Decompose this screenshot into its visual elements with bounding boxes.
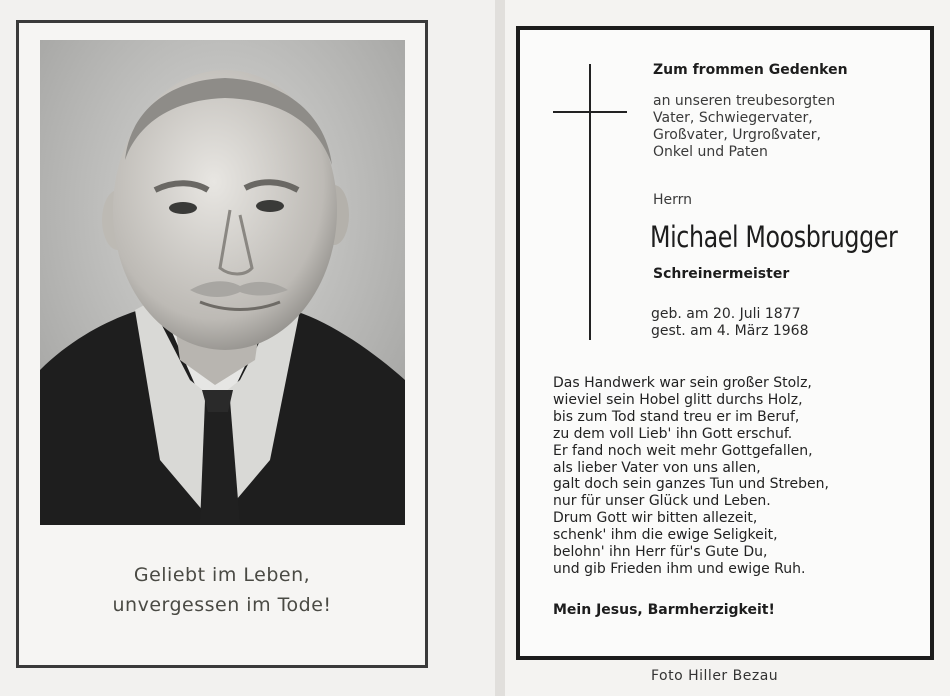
card-heading: Zum frommen Gedenken <box>653 62 848 78</box>
memorial-poem <box>553 375 829 578</box>
cross-icon-horizontal <box>553 111 627 113</box>
occupation: Schreinermeister <box>653 266 790 282</box>
poem-line: zu dem voll Lieb' ihn Gott erschuf. <box>553 425 793 442</box>
portrait-photo <box>40 40 405 525</box>
poem-line: bis zum Tod stand treu er im Beruf, <box>553 408 800 425</box>
relation-line-1: an unseren treubesorgten <box>653 93 836 109</box>
poem-line: belohn' ihn Herr für's Gute Du, <box>553 544 768 561</box>
photo-credit: Foto Hiller Bezau <box>651 668 779 684</box>
poem-line: nur für unser Glück und Leben. <box>553 493 771 510</box>
relation-line-3: Großvater, Urgroßvater, <box>653 127 821 143</box>
birth-date: geb. am 20. Juli 1877 <box>651 306 801 322</box>
death-date: gest. am 4. März 1968 <box>651 323 809 339</box>
poem-line: und gib Frieden ihm und ewige Ruh. <box>553 560 806 577</box>
life-dates <box>651 306 809 340</box>
cross-icon-vertical <box>589 64 591 340</box>
poem-line: Das Handwerk war sein großer Stolz, <box>553 375 812 391</box>
portrait-illustration <box>40 40 405 525</box>
poem-line: schenk' ihm die ewige Seligkeit, <box>553 527 778 544</box>
salutation: Herrn <box>653 192 693 208</box>
relation-line-2: Vater, Schwiegervater, <box>653 110 813 126</box>
poem-line: galt doch sein ganzes Tun und Streben, <box>553 476 829 493</box>
deceased-name: Michael Moosbrugger <box>650 220 898 254</box>
poem-line: Drum Gott wir bitten allezeit, <box>553 510 758 527</box>
relation-block <box>653 93 835 161</box>
verse-line-2: unvergessen im Tode! <box>112 594 332 616</box>
poem-line: Er fand noch weit mehr Gottgefallen, <box>553 442 813 459</box>
poem-line: als lieber Vater von uns allen, <box>553 459 761 476</box>
closing-prayer: Mein Jesus, Barmherzigkeit! <box>553 602 775 618</box>
verse-line-1: Geliebt im Leben, <box>133 564 311 586</box>
left-verse <box>16 560 428 620</box>
poem-line: wieviel sein Hobel glitt durchs Holz, <box>553 391 803 408</box>
relation-line-4: Onkel und Paten <box>653 144 768 160</box>
